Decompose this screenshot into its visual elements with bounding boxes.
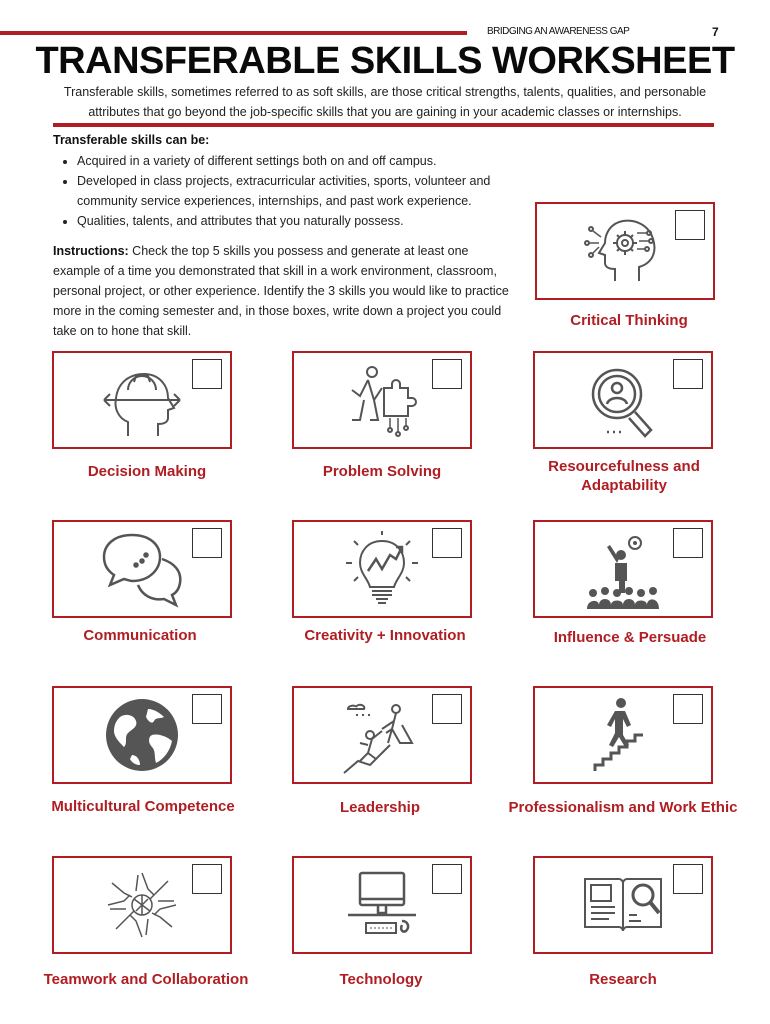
skill-label: Technology	[339, 971, 423, 988]
skill-card-technology	[292, 856, 472, 954]
skill-checkbox[interactable]	[673, 694, 703, 724]
skill-label: Professionalism and Work Ethic	[508, 799, 738, 816]
skills-definition-list	[55, 151, 537, 231]
magnifier-person-icon	[579, 360, 667, 440]
skill-card-decision-making	[52, 351, 232, 449]
skill-checkbox[interactable]	[432, 694, 462, 724]
skill-checkbox[interactable]	[432, 528, 462, 558]
skill-checkbox[interactable]	[432, 359, 462, 389]
skill-checkbox[interactable]	[673, 528, 703, 558]
skill-label: Communication	[83, 627, 197, 644]
list-item: • Acquired in a variety of different settings both on and off campus.	[77, 151, 537, 171]
globe-icon	[98, 695, 186, 775]
skill-card-critical-thinking	[535, 202, 715, 300]
skill-label: Teamwork and Collaboration	[43, 971, 249, 988]
list-item: • Developed in class projects, extracurricular activities, sports, volunteer and community service experiences, internships, and past work experience.	[77, 171, 537, 211]
hands-circle-icon	[98, 865, 186, 945]
stairs-climber-icon	[579, 695, 667, 775]
skill-card-resourcefulness	[533, 351, 713, 449]
skill-checkbox[interactable]	[673, 359, 703, 389]
instructions-label: Instructions:	[53, 244, 129, 258]
skill-label: Resourcefulness and Adaptability	[548, 458, 700, 494]
skill-checkbox[interactable]	[192, 694, 222, 724]
skill-label: Creativity + Innovation	[304, 627, 466, 644]
skill-label: Critical Thinking	[570, 312, 688, 329]
skill-label: Multicultural Competence	[51, 798, 235, 815]
skill-card-teamwork	[52, 856, 232, 954]
skill-label: Research	[589, 971, 657, 988]
computer-icon	[338, 865, 426, 945]
top-rule	[0, 31, 467, 35]
instructions	[53, 241, 513, 341]
skill-checkbox[interactable]	[192, 528, 222, 558]
skill-card-professionalism	[533, 686, 713, 784]
skill-card-problem-solving	[292, 351, 472, 449]
skill-checkbox[interactable]	[192, 864, 222, 894]
skill-card-leadership	[292, 686, 472, 784]
lightbulb-chart-icon	[338, 529, 426, 609]
head-arrows-icon	[98, 360, 186, 440]
section-divider	[53, 123, 714, 127]
climb-help-icon	[338, 695, 426, 775]
instructions-text: Check the top 5 skills you possess and generate at least one example of a time you demonstrated that skill in a work environment, classroom, personal project, or other experience. Identify the 3 skills you would like to practice more in the coming semester and, in those boxes, write down a project you could take on to hone that skill.	[53, 244, 509, 338]
page-number: 7	[712, 25, 719, 39]
skill-card-research	[533, 856, 713, 954]
book-magnifier-icon	[579, 865, 667, 945]
skill-checkbox[interactable]	[432, 864, 462, 894]
skill-label: Influence & Persuade	[553, 629, 707, 646]
skill-checkbox[interactable]	[673, 864, 703, 894]
skill-checkbox[interactable]	[675, 210, 705, 240]
skill-card-communication	[52, 520, 232, 618]
skill-card-multicultural	[52, 686, 232, 784]
page-title: TRANSFERABLE SKILLS WORKSHEET	[35, 40, 735, 82]
skill-checkbox[interactable]	[192, 359, 222, 389]
speech-bubbles-icon	[98, 529, 186, 609]
list-item: • Qualities, talents, and attributes that you naturally possess.	[77, 211, 537, 231]
document-series-tag: BRIDGING AN AWARENESS GAP	[487, 26, 630, 37]
intro-text: Transferable skills, sometimes referred to as soft skills, are those critical strengths, talents, qualities, and personable attributes that go beyond the job-specific skills that you are gaining in your academic classes or internships.	[63, 85, 707, 119]
puzzle-person-icon	[338, 360, 426, 440]
skill-card-influence	[533, 520, 713, 618]
speaker-audience-icon	[579, 529, 667, 609]
skill-label: Leadership	[339, 799, 421, 816]
skill-card-creativity	[292, 520, 472, 618]
skill-label: Decision Making	[87, 463, 207, 480]
list-heading: Transferable skills can be:	[53, 133, 210, 147]
skill-label: Problem Solving	[322, 463, 442, 480]
head-gears-icon	[581, 211, 669, 291]
